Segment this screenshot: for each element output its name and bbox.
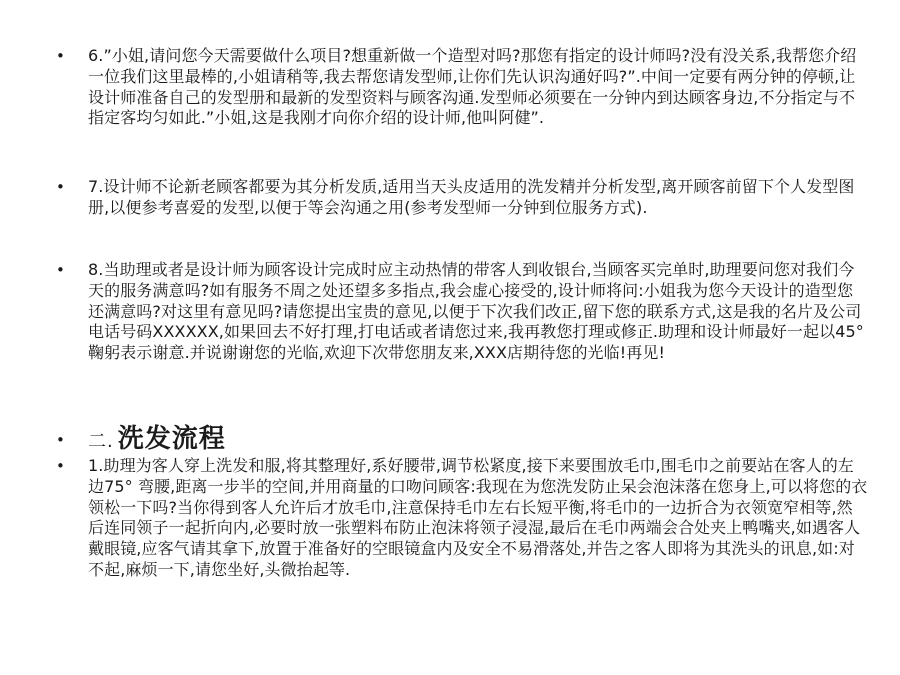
paragraph-6: 6.”小姐,请问您今天需要做什么项目?想重新做一个造型对吗?那您有指定的设计师吗?没有没关系,我帮您介绍一位我们这里最棒的,小姐请稍等,我去帮您请发型师,让你们先认识沟通好吗?”.中间一定要有两分钟的停顿,让设计师准备自己的发型册和最新的发型资料与顾客沟通.发型师必须要在一分钟内到达顾客身边,不分指定与不指定客均匀如此.”小姐,这是我刚才向你介绍的设计师,他叫阿健”.: [88, 46, 857, 128]
paragraph-8: 8.当助理或者是设计师为顾客设计完成时应主动热情的带客人到收银台,当顾客买完单时,助理要问您对我们今天的服务满意吗?如有服务不周之处还望多多指点,我会虚心接受的,设计师将问:小姐我为您今天设计的造型您还满意吗?对这里有意见吗?请您提出宝贵的意见,以便于下次我们改正,留下您的联系方式,这是我的名片及公司电话号码XXXXXX,如果回去不好打理,打电话或者请您过来,我再教您打理或修正.助理和设计师最好一起以45° 鞠躬表示谢意.并说谢谢您的光临,欢迎下次带您朋友来,XXX店期待您的光临!再见!: [88, 260, 864, 363]
bullet-icon: •: [56, 178, 65, 196]
bullet-icon: •: [56, 47, 65, 65]
bullet-icon: •: [56, 261, 65, 279]
section-title: 洗发流程: [117, 424, 226, 454]
section-number: 二.: [88, 431, 114, 452]
bullet-icon: •: [56, 457, 65, 475]
paragraph-wash-1: 1.助理为客人穿上洗发和服,将其整理好,系好腰带,调节松紧度,接下来要围放毛巾,围毛巾之前要站在客人的左边75° 弯腰,距离一步半的空间,并用商量的口吻问顾客:我现在为您洗发防止呆会泡沫落在您身上,可以将您的衣领松一下吗?当你得到客人允许后才放毛巾,注意保持毛巾左右长短平衡,将毛巾的一边折合为衣领宽窄相等,然后连同领子一起折向内,必要时放一张塑料布防止泡沫将领子浸湿,最后在毛巾两端会合处夹上鸭嘴夹,如遇客人戴眼镜,应客气请其拿下,放置于准备好的空眼镜盒内及安全不易滑落处,并告之客人即将为其洗头的讯息,如:对不起,麻烦一下,请您坐好,头微抬起等.: [88, 456, 868, 579]
paragraph-7: 7.设计师不论新老顾客都要为其分析发质,适用当天头皮适用的洗发精并分析发型,离开顾客前留下个人发型图册,以便参考喜爱的发型,以便于等会沟通之用(参考发型师一分钟到位服务方式).: [88, 177, 855, 217]
section-heading: [88, 424, 868, 457]
bullet-icon: •: [56, 431, 65, 449]
